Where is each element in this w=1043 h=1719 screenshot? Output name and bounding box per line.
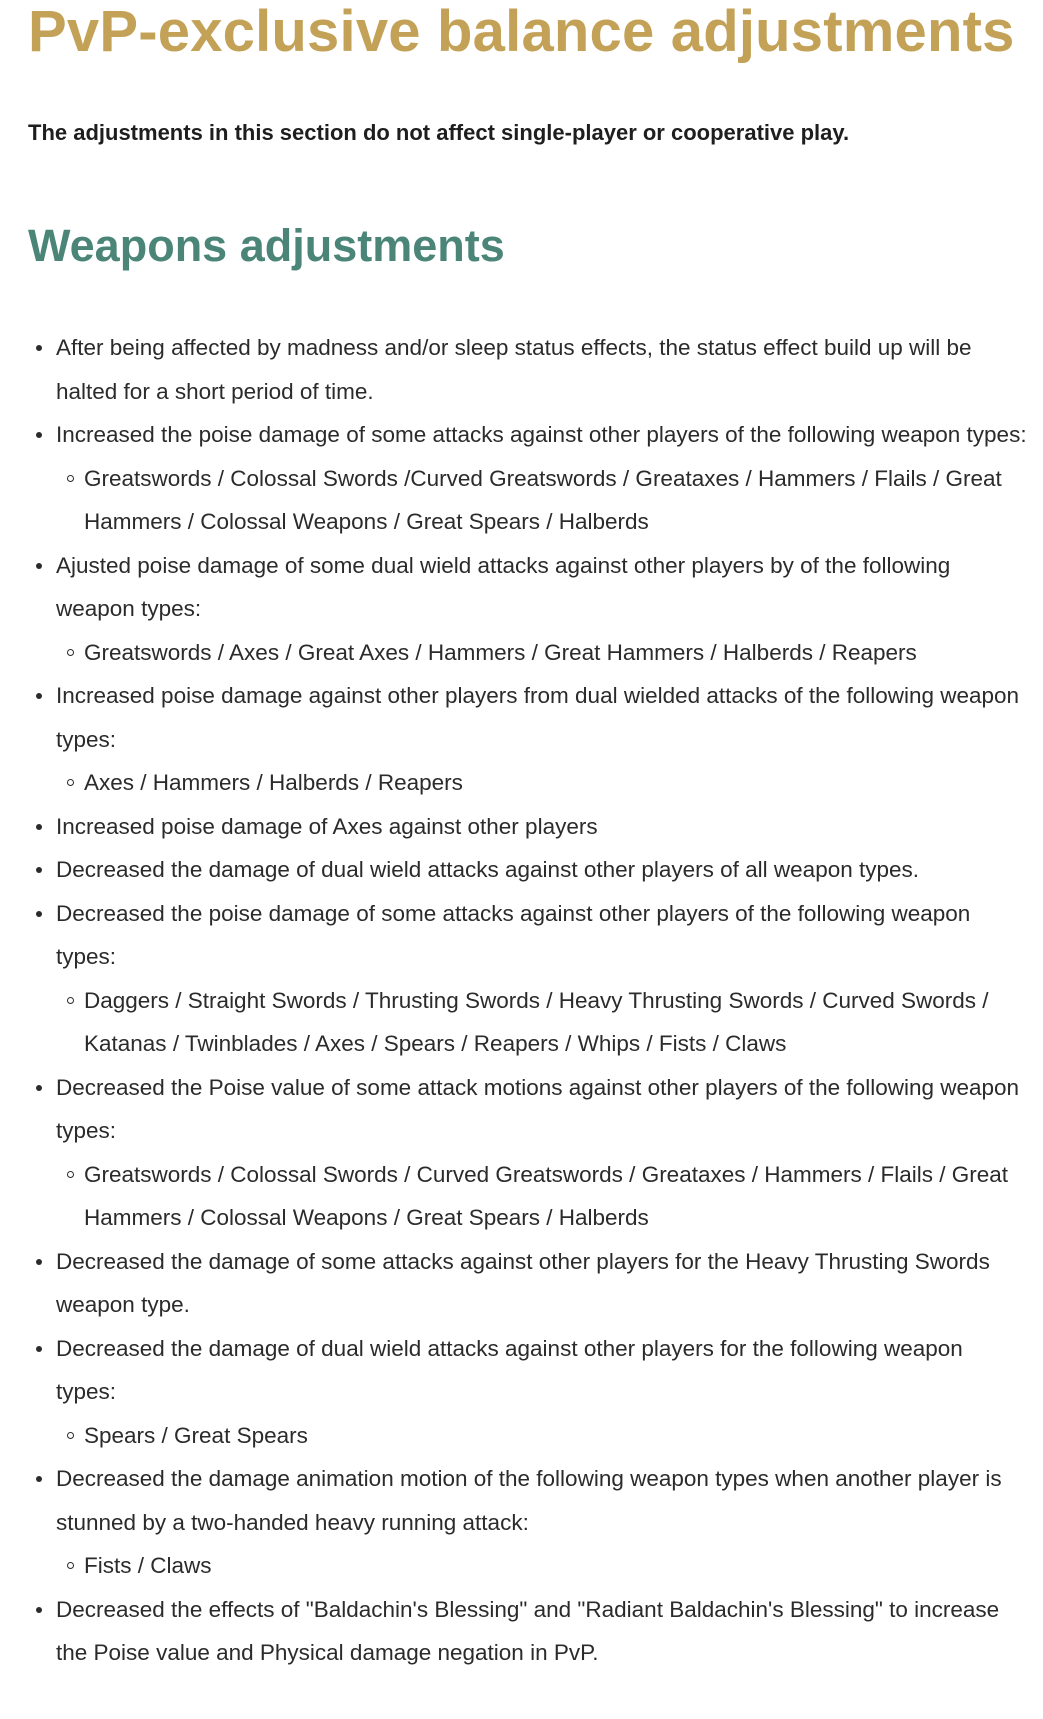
list-item-text: Decreased the damage of some attacks against other players for the Heavy Thrusting Swords weapon type.	[56, 1248, 990, 1317]
list-item-text: Decreased the effects of "Baldachin's Blessing" and "Radiant Baldachin's Blessing" to increase the Poise value and Physical damage negation in PvP.	[56, 1596, 1000, 1665]
list-item-text: Decreased the poise damage of some attacks against other players of the following weapon types:	[56, 900, 971, 969]
sublist	[56, 761, 1028, 805]
sublist-item: Axes / Hammers / Halberds / Reapers	[84, 761, 1028, 805]
sublist-item: Greatswords / Colossal Swords /Curved Greatswords / Greataxes / Hammers / Flails / Great Hammers / Colossal Weapons / Great Spears / Halberds	[84, 457, 1028, 544]
list-item-text: After being affected by madness and/or sleep status effects, the status effect build up will be halted for a short period of time.	[56, 335, 972, 404]
list-item	[56, 1240, 1028, 1327]
sublist	[56, 1544, 1028, 1588]
list-item-text: Decreased the Poise value of some attack motions against other players of the following weapon types:	[56, 1074, 1020, 1143]
sublist	[56, 1153, 1028, 1240]
list-item-text: Increased the poise damage of some attacks against other players of the following weapon types:	[56, 422, 1027, 447]
list-item-text: Decreased the damage of dual wield attacks against other players for the following weapon types:	[56, 1335, 963, 1404]
section-heading: Weapons adjustments	[28, 220, 505, 271]
sublist	[56, 1414, 1028, 1458]
sublist	[56, 457, 1028, 544]
sublist-item: Daggers / Straight Swords / Thrusting Swords / Heavy Thrusting Swords / Curved Swords / Katanas / Twinblades / Axes / Spears / Reapers / Whips / Fists / Claws	[84, 979, 1028, 1066]
list-item	[56, 892, 1028, 1066]
list-item-text: Decreased the damage animation motion of the following weapon types when another player is stunned by a two-handed heavy running attack:	[56, 1466, 1002, 1535]
list-item	[56, 805, 1028, 849]
sublist	[56, 979, 1028, 1066]
list-item	[56, 1457, 1028, 1588]
sublist	[56, 631, 1028, 675]
sublist-item: Spears / Great Spears	[84, 1414, 1028, 1458]
list-item-text: Decreased the damage of dual wield attacks against other players of all weapon types.	[56, 857, 920, 882]
list-item-text: Ajusted poise damage of some dual wield attacks against other players by of the following weapon types:	[56, 552, 951, 621]
sublist-item: Fists / Claws	[84, 1544, 1028, 1588]
list-item	[56, 1588, 1028, 1675]
sublist-item: Greatswords / Colossal Swords / Curved Greatswords / Greataxes / Hammers / Flails / Great Hammers / Colossal Weapons / Great Spears / Halberds	[84, 1153, 1028, 1240]
list-item-text: Increased poise damage of Axes against other players	[56, 813, 598, 839]
page-title: PvP-exclusive balance adjustments	[28, 0, 1015, 64]
adjustments-list	[28, 326, 1028, 1675]
list-item	[56, 848, 1028, 892]
section-note: The adjustments in this section do not affect single-player or cooperative play.	[28, 120, 850, 145]
list-item	[56, 413, 1028, 544]
sublist-item: Greatswords / Axes / Great Axes / Hammers / Great Hammers / Halberds / Reapers	[84, 631, 1028, 675]
list-item	[56, 674, 1028, 805]
list-item	[56, 544, 1028, 675]
list-item-text: Increased poise damage against other players from dual wielded attacks of the following weapon types:	[56, 683, 1020, 752]
list-item	[56, 1327, 1028, 1458]
list-item	[56, 326, 1028, 413]
list-item	[56, 1066, 1028, 1240]
